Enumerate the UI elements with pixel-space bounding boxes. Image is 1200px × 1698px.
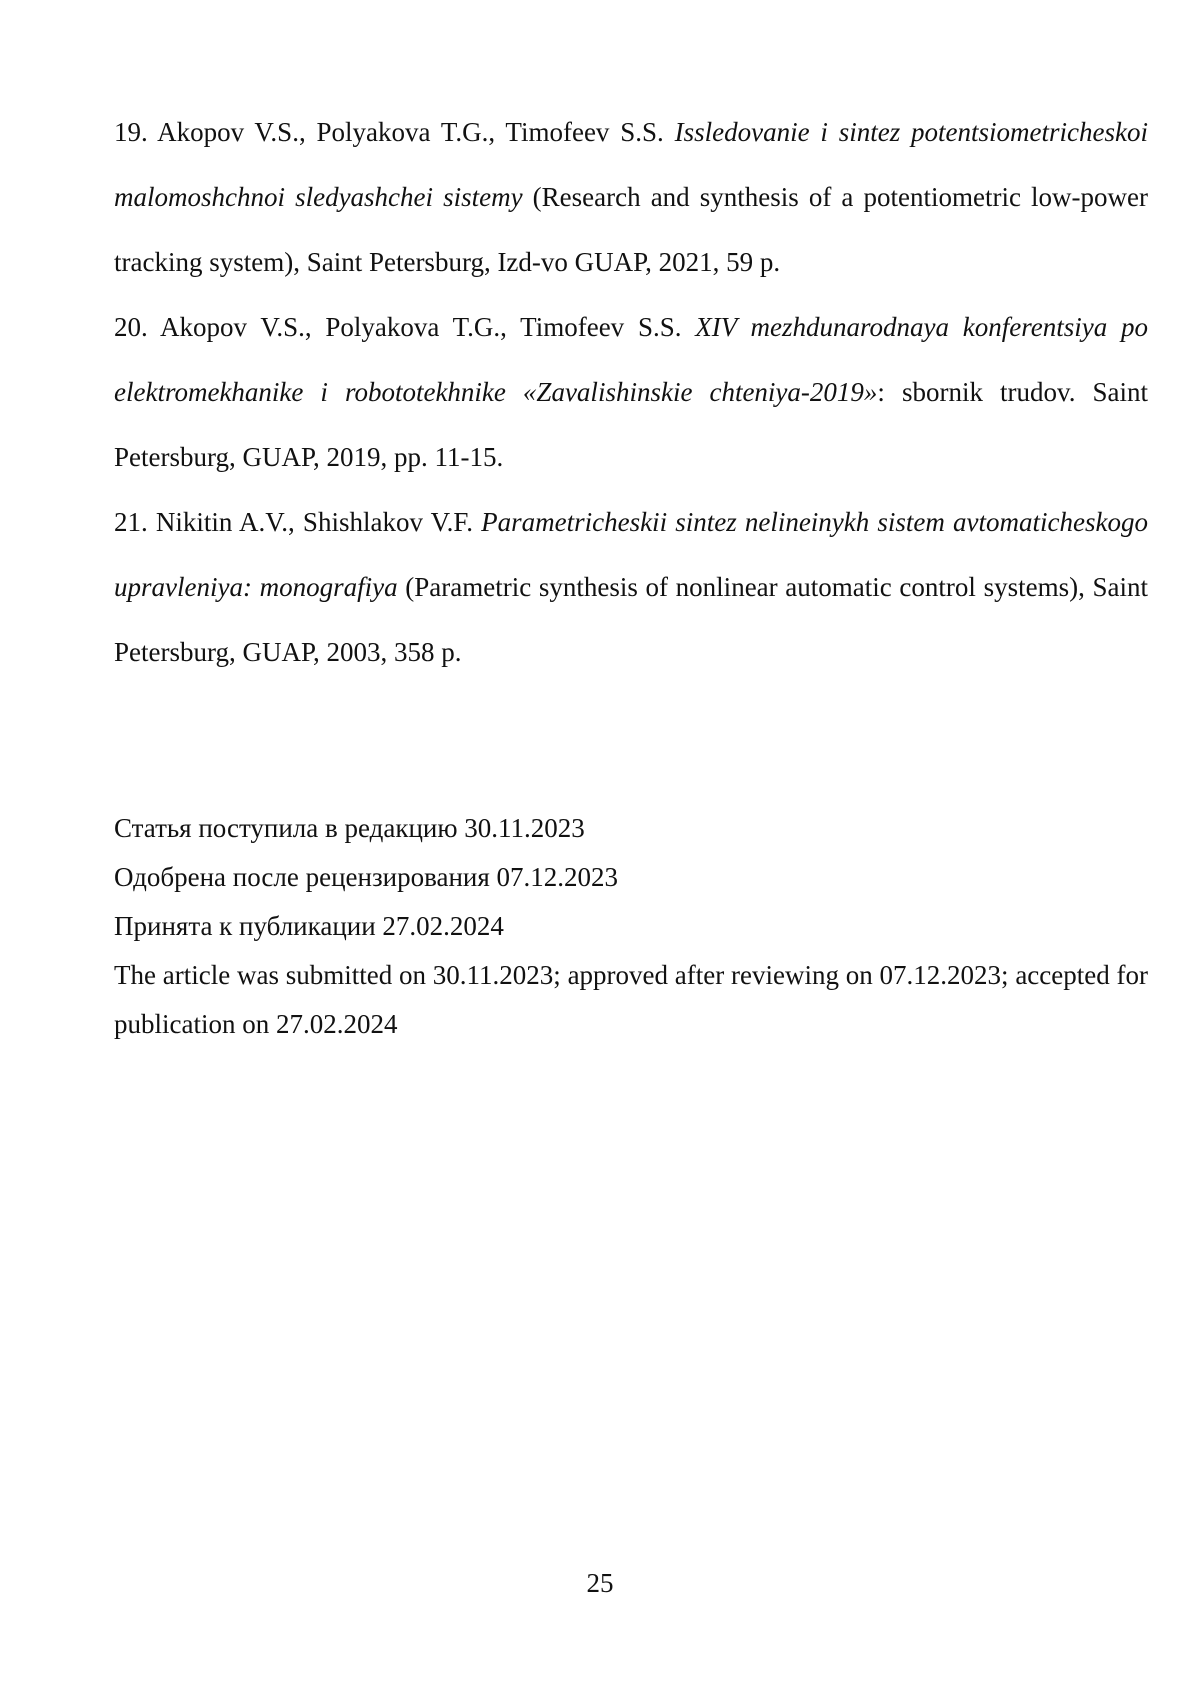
article-history xyxy=(114,804,1148,1049)
reference-title: Issledovanie i sintez potentsiometricheskoi malomoshchnoi sledyashchei sistemy xyxy=(114,117,1148,212)
reference-authors: 21. Nikitin A.V., Shishlakov V.F. xyxy=(114,507,481,537)
accepted-date-ru: Принята к публикации 27.02.2024 xyxy=(114,902,1148,951)
reference-19 xyxy=(114,100,1148,295)
received-date-ru: Статья поступила в редакцию 30.11.2023 xyxy=(114,804,1148,853)
reference-authors: 20. Akopov V.S., Polyakova T.G., Timofeev S.S. xyxy=(114,312,695,342)
reference-authors: 19. Akopov V.S., Polyakova T.G., Timofeev S.S. xyxy=(114,117,675,147)
reference-details: (Research and synthesis of a potentiometric low-power tracking system), Saint Petersburg, Izd-vo GUAP, 2021, 59 p. xyxy=(114,182,1148,277)
references-list xyxy=(114,100,1148,685)
reference-20 xyxy=(114,295,1148,490)
history-summary-en: The article was submitted on 30.11.2023; approved after reviewing on 07.12.2023; accepted for publication on 27.02.2024 xyxy=(114,951,1148,1049)
reference-21 xyxy=(114,490,1148,685)
reference-details: (Parametric synthesis of nonlinear automatic control systems), Saint Petersburg, GUAP, 2003, 358 p. xyxy=(114,572,1148,667)
reference-title: Parametricheskii sintez nelineinykh sistem avtomaticheskogo upravleniya: monografiya xyxy=(114,507,1148,602)
approved-date-ru: Одобрена после рецензирования 07.12.2023 xyxy=(114,853,1148,902)
reference-details: : sbornik trudov. Saint Petersburg, GUAP, 2019, pp. 11-15. xyxy=(114,377,1148,472)
page-number: 25 xyxy=(0,1565,1200,1601)
reference-title: XIV mezhdunarodnaya konferentsiya po elektromekhanike i robototekhnike «Zavalishinskie chteniya-2019» xyxy=(114,312,1148,407)
